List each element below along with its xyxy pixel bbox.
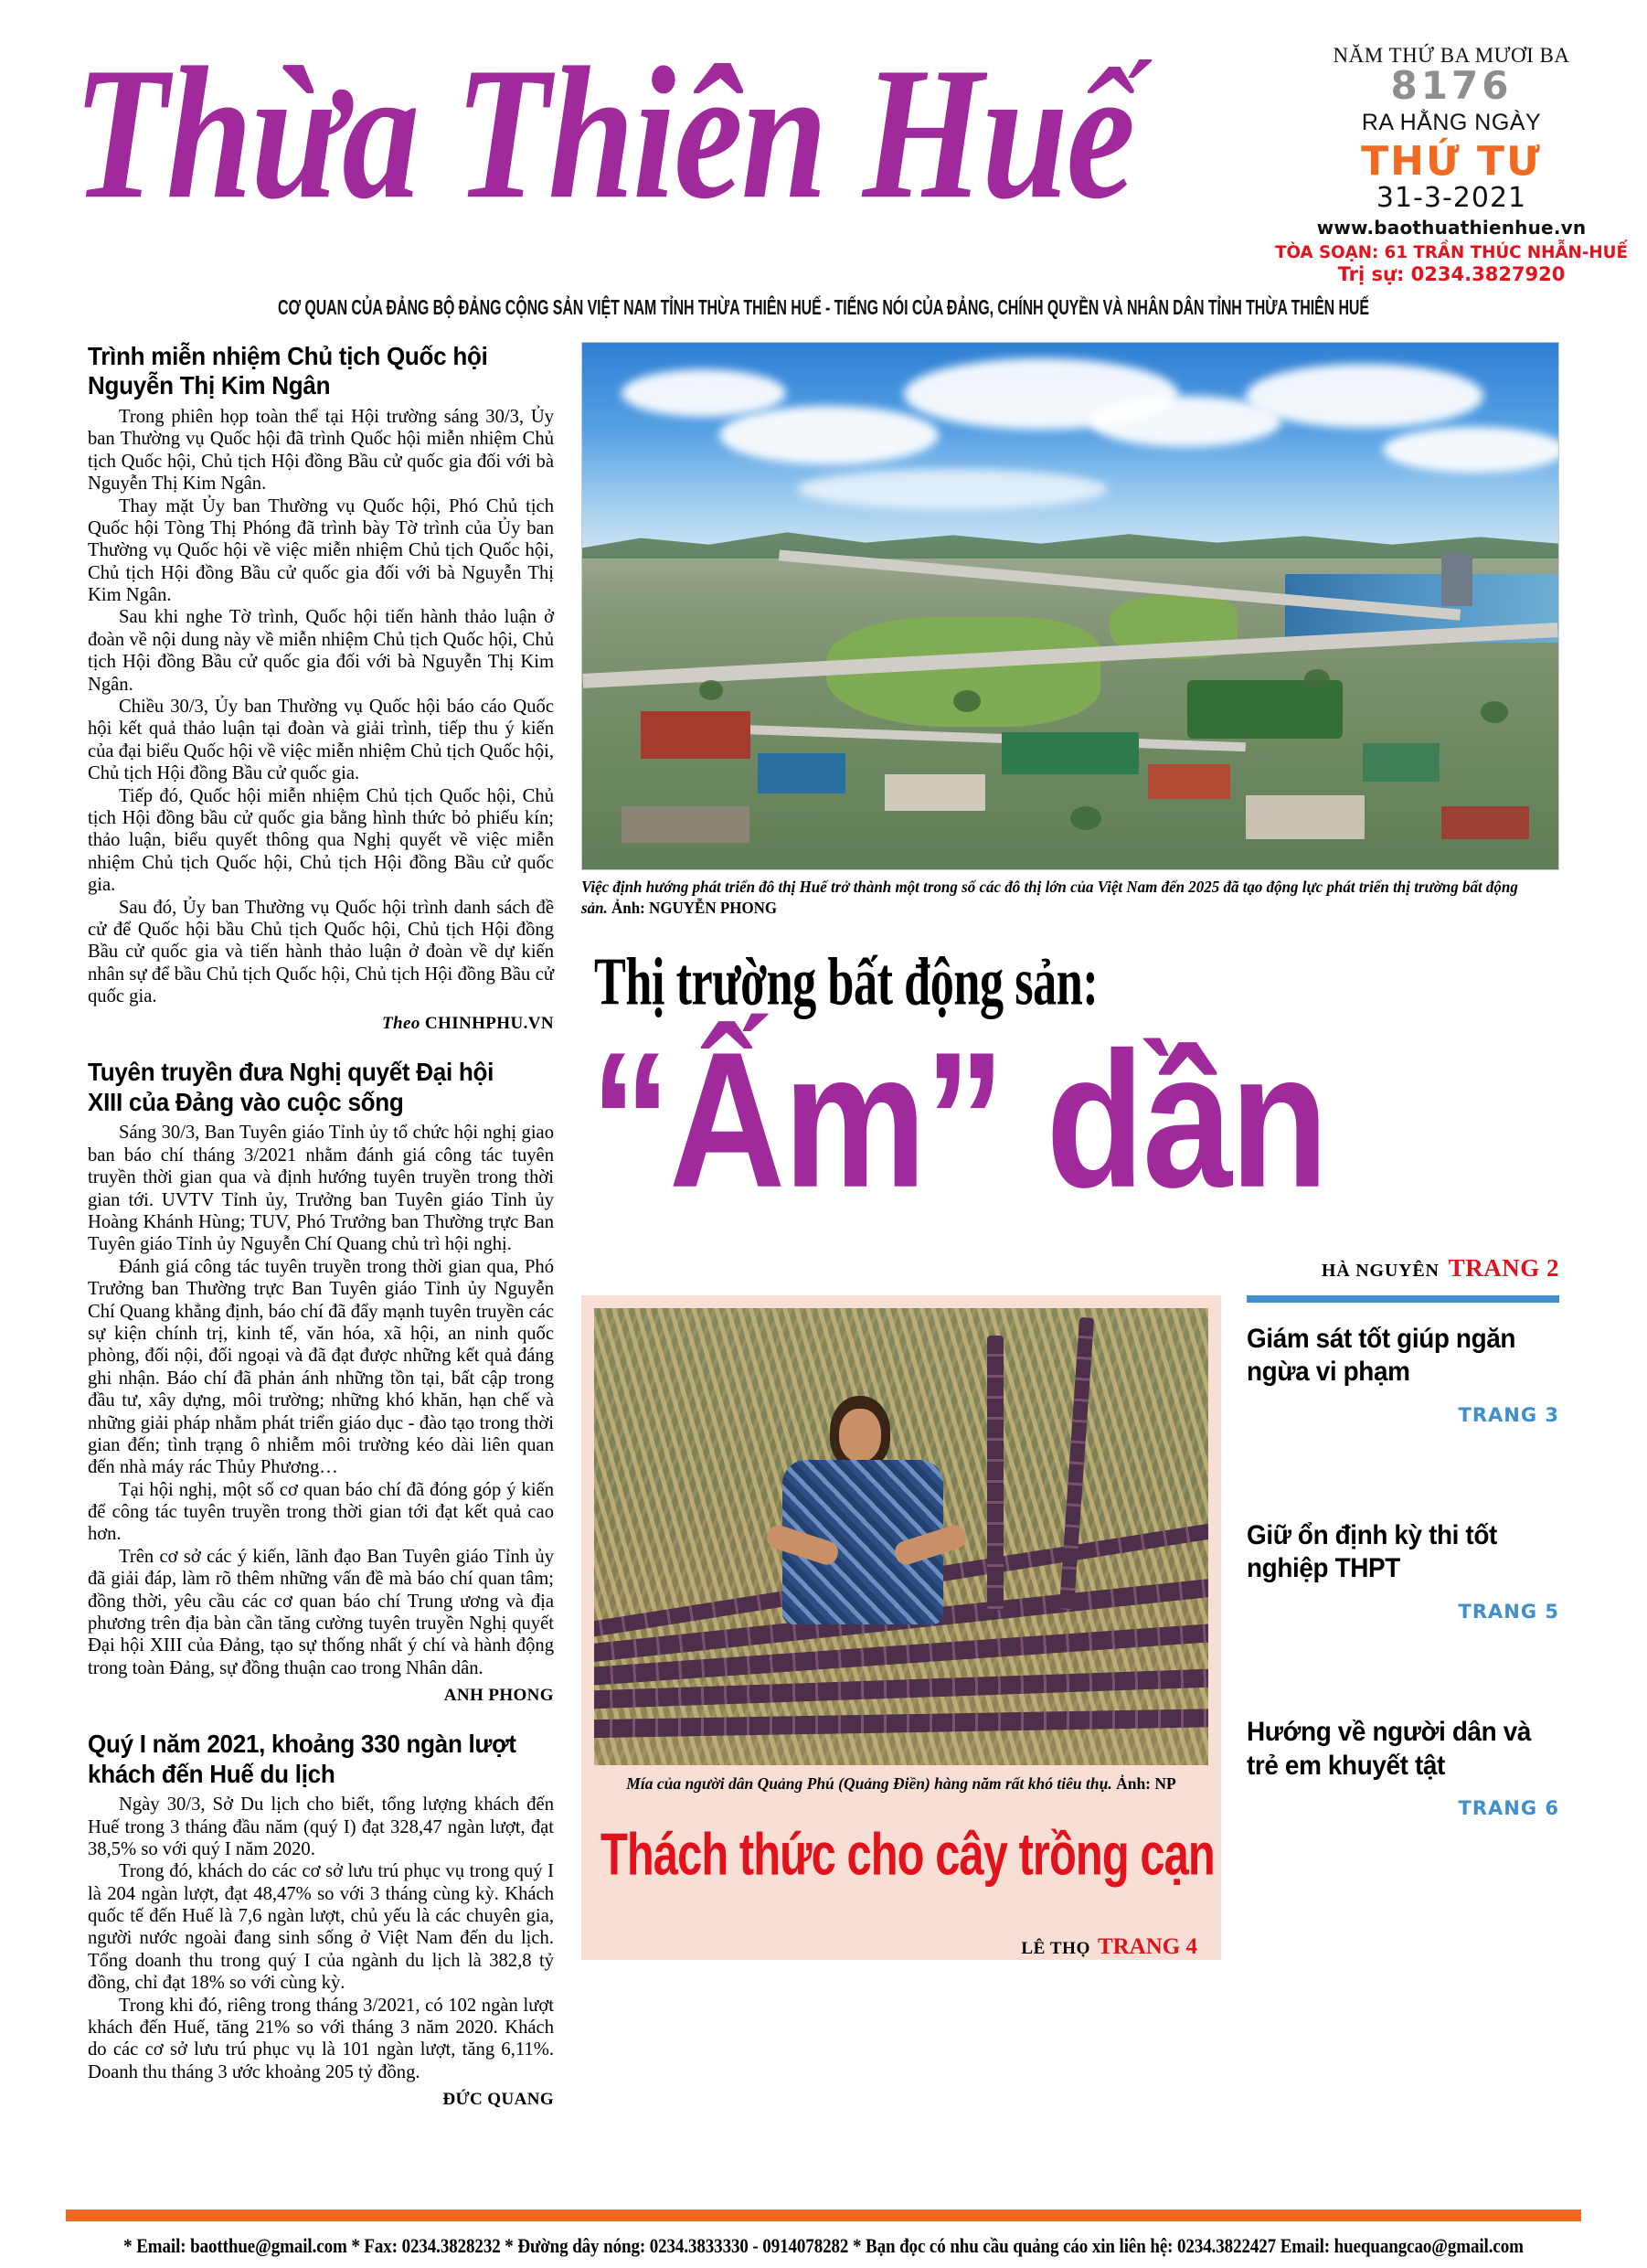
secondary-credit bbox=[581, 1934, 1221, 1960]
teaser-divider-rule bbox=[1247, 1295, 1559, 1303]
feature-kicker: Thị trường bất động sản: bbox=[594, 942, 1099, 1019]
secondary-author: LÊ THỌ bbox=[1021, 1939, 1090, 1959]
photo-farmer bbox=[766, 1396, 962, 1624]
article-2-headline[interactable]: Tuyên truyền đưa Nghị quyết Đại hội XIII của Đảng vào cuộc sống bbox=[88, 1058, 494, 1116]
teaser-spacer bbox=[1247, 1632, 1559, 1716]
paragraph: Trong khi đó, riêng trong tháng 3/2021, có 102 ngàn lượt khách đến Huế, tăng 21% so với tháng 3 năm 2020. Khách do các cơ sở lưu trú phục vụ là 101 ngàn lượt, tăng 6,11%. Doanh thu tháng 3 ước khoảng 205 tỷ đồng. bbox=[88, 1995, 554, 2082]
feature-author: HÀ NGUYÊN bbox=[1321, 1260, 1440, 1281]
feature-photo-caption bbox=[581, 877, 1530, 920]
paragraph: Đánh giá công tác tuyên truyền trong thời gian qua, Phó Trưởng ban Thường trực Ban Tuyên giáo Tỉnh ủy Nguyễn Chí Quang khẳng định, báo chí đã đẩy mạnh tuyên truyền các sự kiện chính trị, kinh tế, văn hóa, xã hội, an ninh quốc phòng, đối nội, đối ngoại và đã đạt được những kết quả đáng ghi nhận. Báo chí đã phản ánh những tồn tại, bất cập trong đầu tư, xây dựng, môi trường; những khó khăn, hạn chế và những giải pháp nhằm phát triển giáo dục - đào tạo trong thời gian đến; tình trạng ô nhiễm môi trường kéo dài liên quan đến nhà máy rác Thủy Phương… bbox=[88, 1256, 554, 1478]
secondary-article-block bbox=[581, 1295, 1221, 1961]
article-1 bbox=[88, 342, 554, 1034]
article-3-byline: ĐỨC QUANG bbox=[442, 2090, 554, 2110]
paragraph: Sáng 30/3, Ban Tuyên giáo Tỉnh ủy tổ chức hội nghị giao ban báo chí tháng 3/2021 nhằm đánh giá công tác tuyên truyền thời gian qua và định hướng tuyên truyền trong thời gian tới. UVTV Tỉnh ủy, Trưởng ban Tuyên giáo Tỉnh ủy Hoàng Khánh Hùng; TUV, Phó Trưởng ban Thường trực Ban Tuyên giáo Tỉnh ủy Nguyễn Chí Quang chủ trì hội nghị. bbox=[88, 1123, 554, 1255]
secondary-page-ref[interactable]: TRANG 4 bbox=[1097, 1934, 1197, 1960]
caption-credit: Ảnh: NGUYỄN PHONG bbox=[611, 899, 778, 918]
byline-source: CHINHPHU.VN bbox=[424, 1014, 554, 1034]
teaser-column bbox=[1247, 1295, 1559, 1829]
teaser-2[interactable] bbox=[1247, 1519, 1559, 1623]
weekday-label: THỨ TƯ bbox=[1361, 138, 1542, 186]
photo-building bbox=[641, 711, 750, 759]
article-2 bbox=[88, 1058, 554, 1706]
feature-photo-aerial-city bbox=[581, 342, 1559, 870]
photo-tree bbox=[953, 690, 981, 712]
publication-year-line: NĂM THỨ BA MƯƠI BA bbox=[1333, 44, 1570, 67]
teaser-1-page-ref[interactable]: TRANG 3 bbox=[1458, 1403, 1559, 1426]
article-2-body bbox=[88, 1122, 554, 1679]
office-phone: Trị sự: 0234.3827920 bbox=[1337, 263, 1566, 286]
cloud-shape bbox=[719, 406, 939, 464]
photo-tower bbox=[1441, 553, 1472, 606]
article-3-body bbox=[88, 1794, 554, 2083]
newspaper-logo: Thừa Thiên Huế bbox=[73, 28, 1134, 239]
footer-contact-note: * Email: baotthue@gmail.com * Fax: 0234.3828232 * Đường dây nóng: 0234.3833330 - 0914078282 * Bạn đọc có nhu cầu quảng cáo xin liên hệ: 0234.3822427 Email: huequangcao@gmail.com bbox=[123, 2235, 1524, 2259]
article-divider-space bbox=[88, 1034, 554, 1058]
cloud-shape bbox=[1246, 364, 1483, 428]
photo-building bbox=[1148, 764, 1230, 799]
secondary-photo-sugarcane bbox=[594, 1308, 1208, 1765]
paragraph: Trong đó, khách do các cơ sở lưu trú phục vụ trong quý I là 204 ngàn lượt, đạt 48,47% so với 3 tháng cùng kỳ. Khách quốc tế đến Huế là 7,6 ngàn lượt, chủ yếu là các chuyên gia, người nước ngoài đang sinh sống ở Việt Nam đến du lịch. Tổng doanh thu trong quý I của ngành du lịch là 382,8 tỷ đồng, chỉ đạt 18% so với cùng kỳ. bbox=[88, 1861, 554, 1994]
photo-building bbox=[1363, 743, 1440, 782]
masthead-tagline: CƠ QUAN CỦA ĐẢNG BỘ ĐẢNG CỘNG SẢN VIỆT NAM TỈNH THỪA THIÊN HUẾ - TIẾNG NÓI CỦA ĐẢNG, CHÍNH QUYỀN VÀ NHÂN DÂN TỈNH THỪA THIÊN HUẾ bbox=[278, 297, 1369, 320]
cloud-shape bbox=[1383, 427, 1559, 473]
teaser-2-page-ref[interactable]: TRANG 5 bbox=[1458, 1601, 1559, 1624]
photo-tree bbox=[1070, 806, 1101, 830]
page-footer bbox=[0, 2209, 1647, 2268]
teaser-3-headline[interactable]: Hướng về người dân và trẻ em khuyết tật bbox=[1247, 1717, 1532, 1781]
byline-prefix: Theo bbox=[382, 1014, 425, 1034]
masthead-info-block bbox=[1259, 44, 1643, 285]
feature-page-ref[interactable]: TRANG 2 bbox=[1448, 1253, 1559, 1282]
paragraph: Chiều 30/3, Ủy ban Thường vụ Quốc hội báo cáo Quốc hội kết quả thảo luận tại đoàn và giải trình, tiếp thu ý kiến của đại biểu Quốc hội về việc miễn nhiệm Chủ tịch Quốc hội, Chủ tịch Hội đồng Bầu cử quốc gia. bbox=[88, 697, 554, 784]
photo-building bbox=[1246, 795, 1365, 839]
paragraph: Trên cơ sở các ý kiến, lãnh đạo Ban Tuyên giáo Tỉnh ủy đã giải đáp, làm rõ thêm những vấn đề mà báo chí quan tâm; đồng thời, yêu cầu các cơ quan báo chí Trung ương và địa phương trên địa bàn cần tăng cường tuyên truyền Nghị quyết Đại hội XIII của Đảng, tạo sự thống nhất ý chí và hành động trong toàn Đảng, sự đồng thuận cao trong Nhân dân. bbox=[88, 1546, 554, 1678]
feature-headline[interactable]: “Ấm” dần bbox=[590, 1012, 1327, 1229]
paragraph: Sau đó, Ủy ban Thường vụ Quốc hội trình danh sách đề cử để Quốc hội bầu Chủ tịch Quốc hội, Chủ tịch Hội đồng Bầu cử quốc gia và tiến hành thảo luận ở đoàn về dự kiến nhân sự để bầu Chủ tịch Quốc hội, Chủ tịch Hội đồng Bầu cử quốc gia. bbox=[88, 897, 554, 1007]
cloud-shape bbox=[622, 369, 786, 417]
article-2-byline: ANH PHONG bbox=[443, 1686, 554, 1706]
sugarcane-stalk-vertical bbox=[987, 1336, 1004, 1610]
teaser-2-headline[interactable]: Giữ ổn định kỳ thi tốt nghiệp THPT bbox=[1247, 1519, 1497, 1584]
publication-date: 31-3-2021 bbox=[1376, 182, 1527, 215]
teaser-spacer bbox=[1247, 1435, 1559, 1519]
teaser-3-page-ref[interactable]: TRANG 6 bbox=[1458, 1797, 1559, 1820]
caption-text: Mía của người dân Quảng Phú (Quảng Điền) hàng năm rất khó tiêu thụ. bbox=[626, 1773, 1117, 1793]
office-address: TÒA SOẠN: 61 TRẦN THÚC NHẪN-HUẾ bbox=[1275, 242, 1628, 263]
paragraph: Trong phiên họp toàn thể tại Hội trường sáng 30/3, Ủy ban Thường vụ Quốc hội đã trình Quốc hội miễn nhiệm Chủ tịch Quốc hội, Chủ tịch Hội đồng Bầu cử quốc gia đối với bà Nguyễn Thị Kim Ngân. bbox=[88, 406, 554, 495]
caption-text: Việc định hướng phát triển đô thị Huế trở thành một trong số các đô thị lớn của Việt Nam đến 2025 đã tạo động lực phát triển thị trường bất động sản. bbox=[581, 878, 1518, 918]
publication-frequency: RA HẰNG NGÀY bbox=[1361, 110, 1542, 136]
paragraph: Tiếp đó, Quốc hội miễn nhiệm Chủ tịch Quốc hội, Chủ tịch Hội đồng bầu cử quốc gia bằng hình thức bỏ phiếu kín; thảo luận, biểu quyết thông qua Nghị quyết về việc miễn nhiệm Chủ tịch Quốc hội, Chủ tịch Hội đồng Bầu cử quốc gia. bbox=[88, 785, 554, 896]
article-1-byline bbox=[88, 1014, 554, 1034]
masthead bbox=[0, 0, 1647, 320]
right-column bbox=[581, 342, 1559, 1960]
teaser-1[interactable] bbox=[1247, 1323, 1559, 1426]
paragraph: Thay mặt Ủy ban Thường vụ Quốc hội, Phó Chủ tịch Quốc hội Tòng Thị Phóng đã trình bày Tờ trình của Ủy ban Thường vụ Quốc hội về việc miễn nhiệm Chủ tịch Quốc hội, Chủ tịch Hội đồng Bầu cử quốc gia đối với bà Nguyễn Thị Kim Ngân. bbox=[88, 495, 554, 606]
article-1-body bbox=[88, 406, 554, 1008]
footer-accent-bar bbox=[66, 2209, 1581, 2221]
teaser-1-headline[interactable]: Giám sát tốt giúp ngăn ngừa vi phạm bbox=[1247, 1323, 1516, 1388]
website-url[interactable]: www.baothuathienhue.vn bbox=[1316, 217, 1587, 240]
photo-tree bbox=[699, 680, 723, 700]
paragraph: Ngày 30/3, Sở Du lịch cho biết, tổng lượng khách đến Huế trong 3 tháng đầu năm (quý I) đạt 328,47 ngàn lượt, đạt 38,5% so với quý I năm 2020. bbox=[88, 1794, 554, 1859]
left-column bbox=[88, 342, 554, 2110]
caption-credit: Ảnh: NP bbox=[1116, 1773, 1176, 1793]
paragraph: Sau khi nghe Tờ trình, Quốc hội tiến hành thảo luận ở đoàn về nội dung này về miễn nhiệm Chủ tịch Quốc hội, Chủ tịch Hội đồng Bầu cử quốc gia đối với bà Nguyễn Thị Kim Ngân. bbox=[88, 607, 554, 695]
secondary-photo-caption bbox=[581, 1774, 1221, 1794]
article-3 bbox=[88, 1730, 554, 2110]
teaser-3[interactable] bbox=[1247, 1716, 1559, 1819]
article-1-headline[interactable]: Trình miễn nhiệm Chủ tịch Quốc hội Nguyễn Thị Kim Ngân bbox=[88, 342, 488, 400]
farmer-face bbox=[839, 1409, 881, 1462]
photo-building bbox=[758, 753, 845, 793]
cloud-shape bbox=[797, 469, 1108, 509]
feature-credit bbox=[581, 1254, 1559, 1283]
photo-building bbox=[1441, 806, 1529, 839]
photo-building bbox=[622, 806, 749, 843]
issue-number: 8176 bbox=[1390, 63, 1513, 108]
photo-building bbox=[1002, 732, 1139, 774]
photo-tree bbox=[1481, 701, 1508, 723]
article-divider-space bbox=[88, 1706, 554, 1730]
article-3-headline[interactable]: Quý I năm 2021, khoảng 330 ngàn lượt khách đến Huế du lịch bbox=[88, 1730, 516, 1788]
paragraph: Tại hội nghị, một số cơ quan báo chí đã đóng góp ý kiến để công tác tuyên truyền trong thời gian tới đạt kết quả cao hơn. bbox=[88, 1479, 554, 1545]
photo-building bbox=[885, 774, 985, 811]
secondary-headline[interactable]: Thách thức cho cây trồng cạn bbox=[600, 1822, 1215, 1889]
